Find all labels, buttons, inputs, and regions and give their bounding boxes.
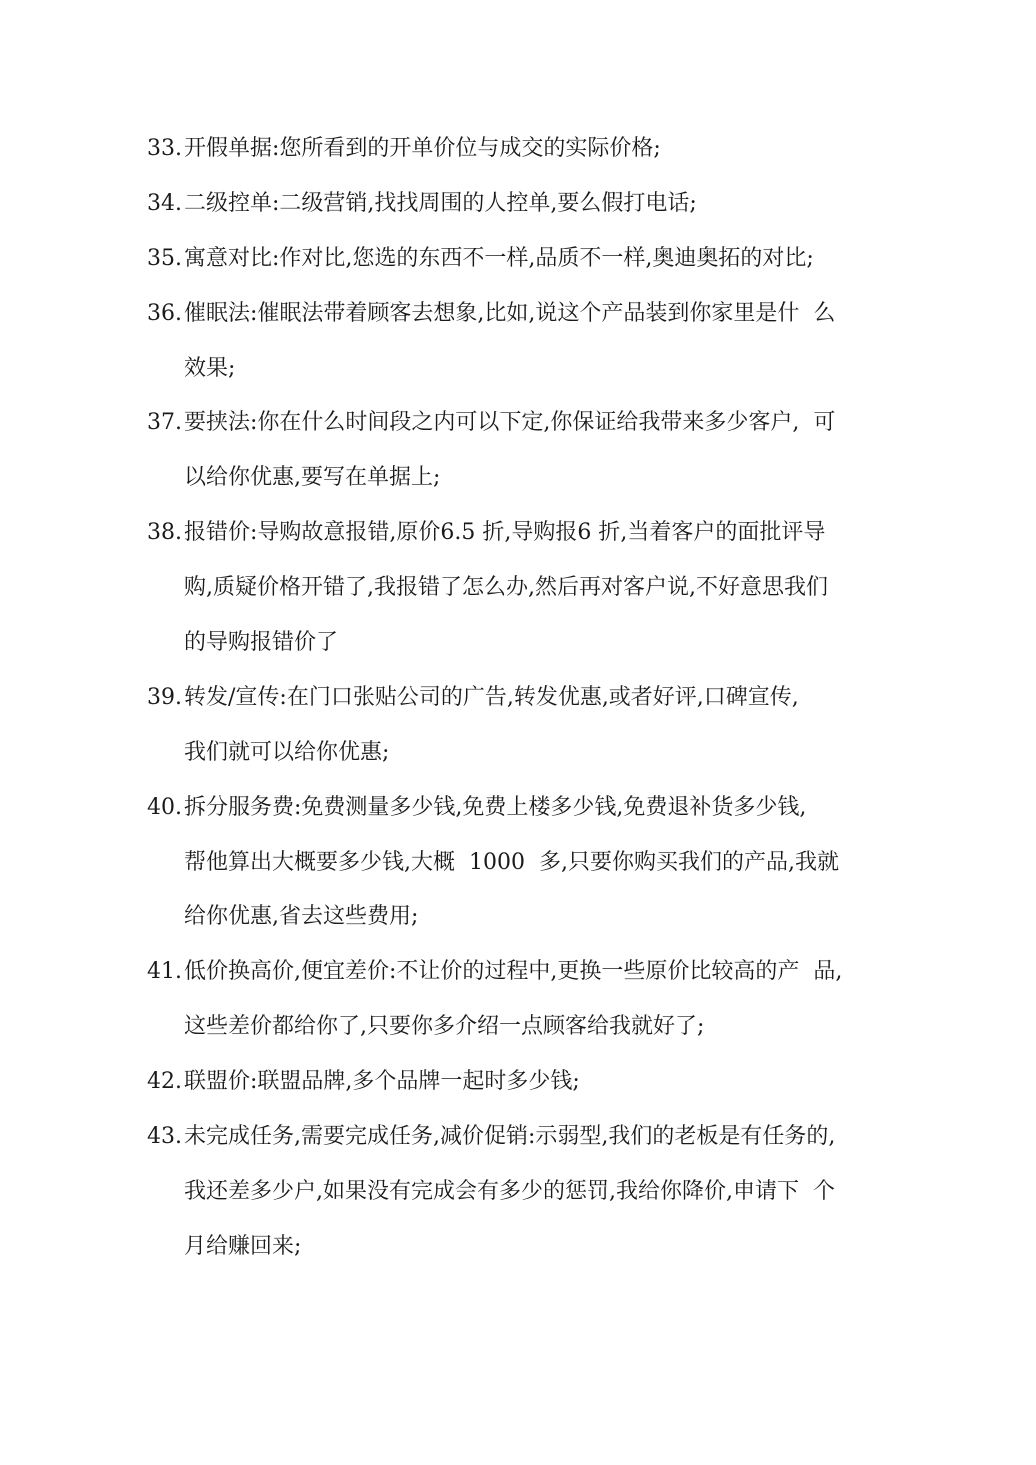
item-text-line: 低价换高价,便宜差价:不让价的过程中,更换一些原价比较高的产 品, — [184, 959, 843, 985]
item-text-line: 的导购报错价了 — [184, 630, 339, 656]
list-item — [147, 506, 877, 671]
item-number: 39. — [147, 684, 182, 710]
item-text-line: 转发/宣传:在门口张贴公司的广告,转发优惠,或者好评,口碑宣传, — [184, 684, 799, 710]
item-number: 37. — [147, 410, 182, 436]
item-text-line: 给你优惠,省去这些费用; — [184, 904, 419, 930]
list-item — [147, 945, 877, 1055]
item-number: 34. — [147, 190, 182, 216]
item-number: 40. — [147, 794, 182, 820]
list-item — [147, 671, 877, 781]
item-text-line: 效果; — [184, 355, 236, 381]
list-item — [147, 781, 877, 946]
item-text-line: 联盟价:联盟品牌,多个品牌一起时多少钱; — [184, 1069, 580, 1095]
document-body — [147, 122, 877, 1275]
list-item — [147, 232, 877, 287]
item-number: 42. — [147, 1069, 182, 1095]
item-text-line: 月给赚回来; — [184, 1233, 302, 1259]
item-text-line: 报错价:导购故意报错,原价6.5 折,导购报6 折,当着客户的面批评导 — [184, 520, 826, 546]
item-number: 36. — [147, 300, 182, 326]
item-number: 33. — [147, 136, 182, 161]
list-item — [147, 1110, 877, 1275]
item-text-line: 以给你优惠,要写在单据上; — [184, 465, 441, 491]
item-text-line: 要挟法:你在什么时间段之内可以下定,你保证给我带来多少客户, 可 — [184, 410, 836, 436]
item-number: 38. — [147, 520, 182, 546]
item-text-line: 催眠法:催眠法带着顾客去想象,比如,说这个产品装到你家里是什 么 — [184, 300, 836, 326]
item-text-line: 二级控单:二级营销,找找周围的人控单,要么假打电话; — [184, 190, 697, 216]
list-item — [147, 1055, 877, 1110]
list-item — [147, 396, 877, 506]
list-item — [147, 122, 877, 177]
item-text-line: 未完成任务,需要完成任务,减价促销:示弱型,我们的老板是有任务的, — [184, 1124, 836, 1150]
item-number: 41. — [147, 959, 182, 985]
item-text-line: 帮他算出大概要多少钱,大概 1000 多,只要你购买我们的产品,我就 — [184, 849, 839, 875]
item-number: 35. — [147, 245, 182, 271]
item-number: 43. — [147, 1124, 182, 1150]
item-text-line: 购,质疑价格开错了,我报错了怎么办,然后再对客户说,不好意思我们 — [184, 575, 828, 601]
list-item — [147, 287, 877, 397]
item-text-line: 我还差多少户,如果没有完成会有多少的惩罚,我给你降价,申请下 个 — [184, 1178, 835, 1204]
list-item — [147, 177, 877, 232]
item-text-line: 我们就可以给你优惠; — [184, 739, 390, 765]
item-text-line: 开假单据:您所看到的开单价位与成交的实际价格; — [184, 136, 661, 161]
item-text-line: 这些差价都给你了,只要你多介绍一点顾客给我就好了; — [184, 1014, 705, 1040]
item-text-line: 寓意对比:作对比,您选的东西不一样,品质不一样,奥迪奥拓的对比; — [184, 245, 814, 271]
item-text-line: 拆分服务费:免费测量多少钱,免费上楼多少钱,免费退补货多少钱, — [184, 794, 807, 820]
